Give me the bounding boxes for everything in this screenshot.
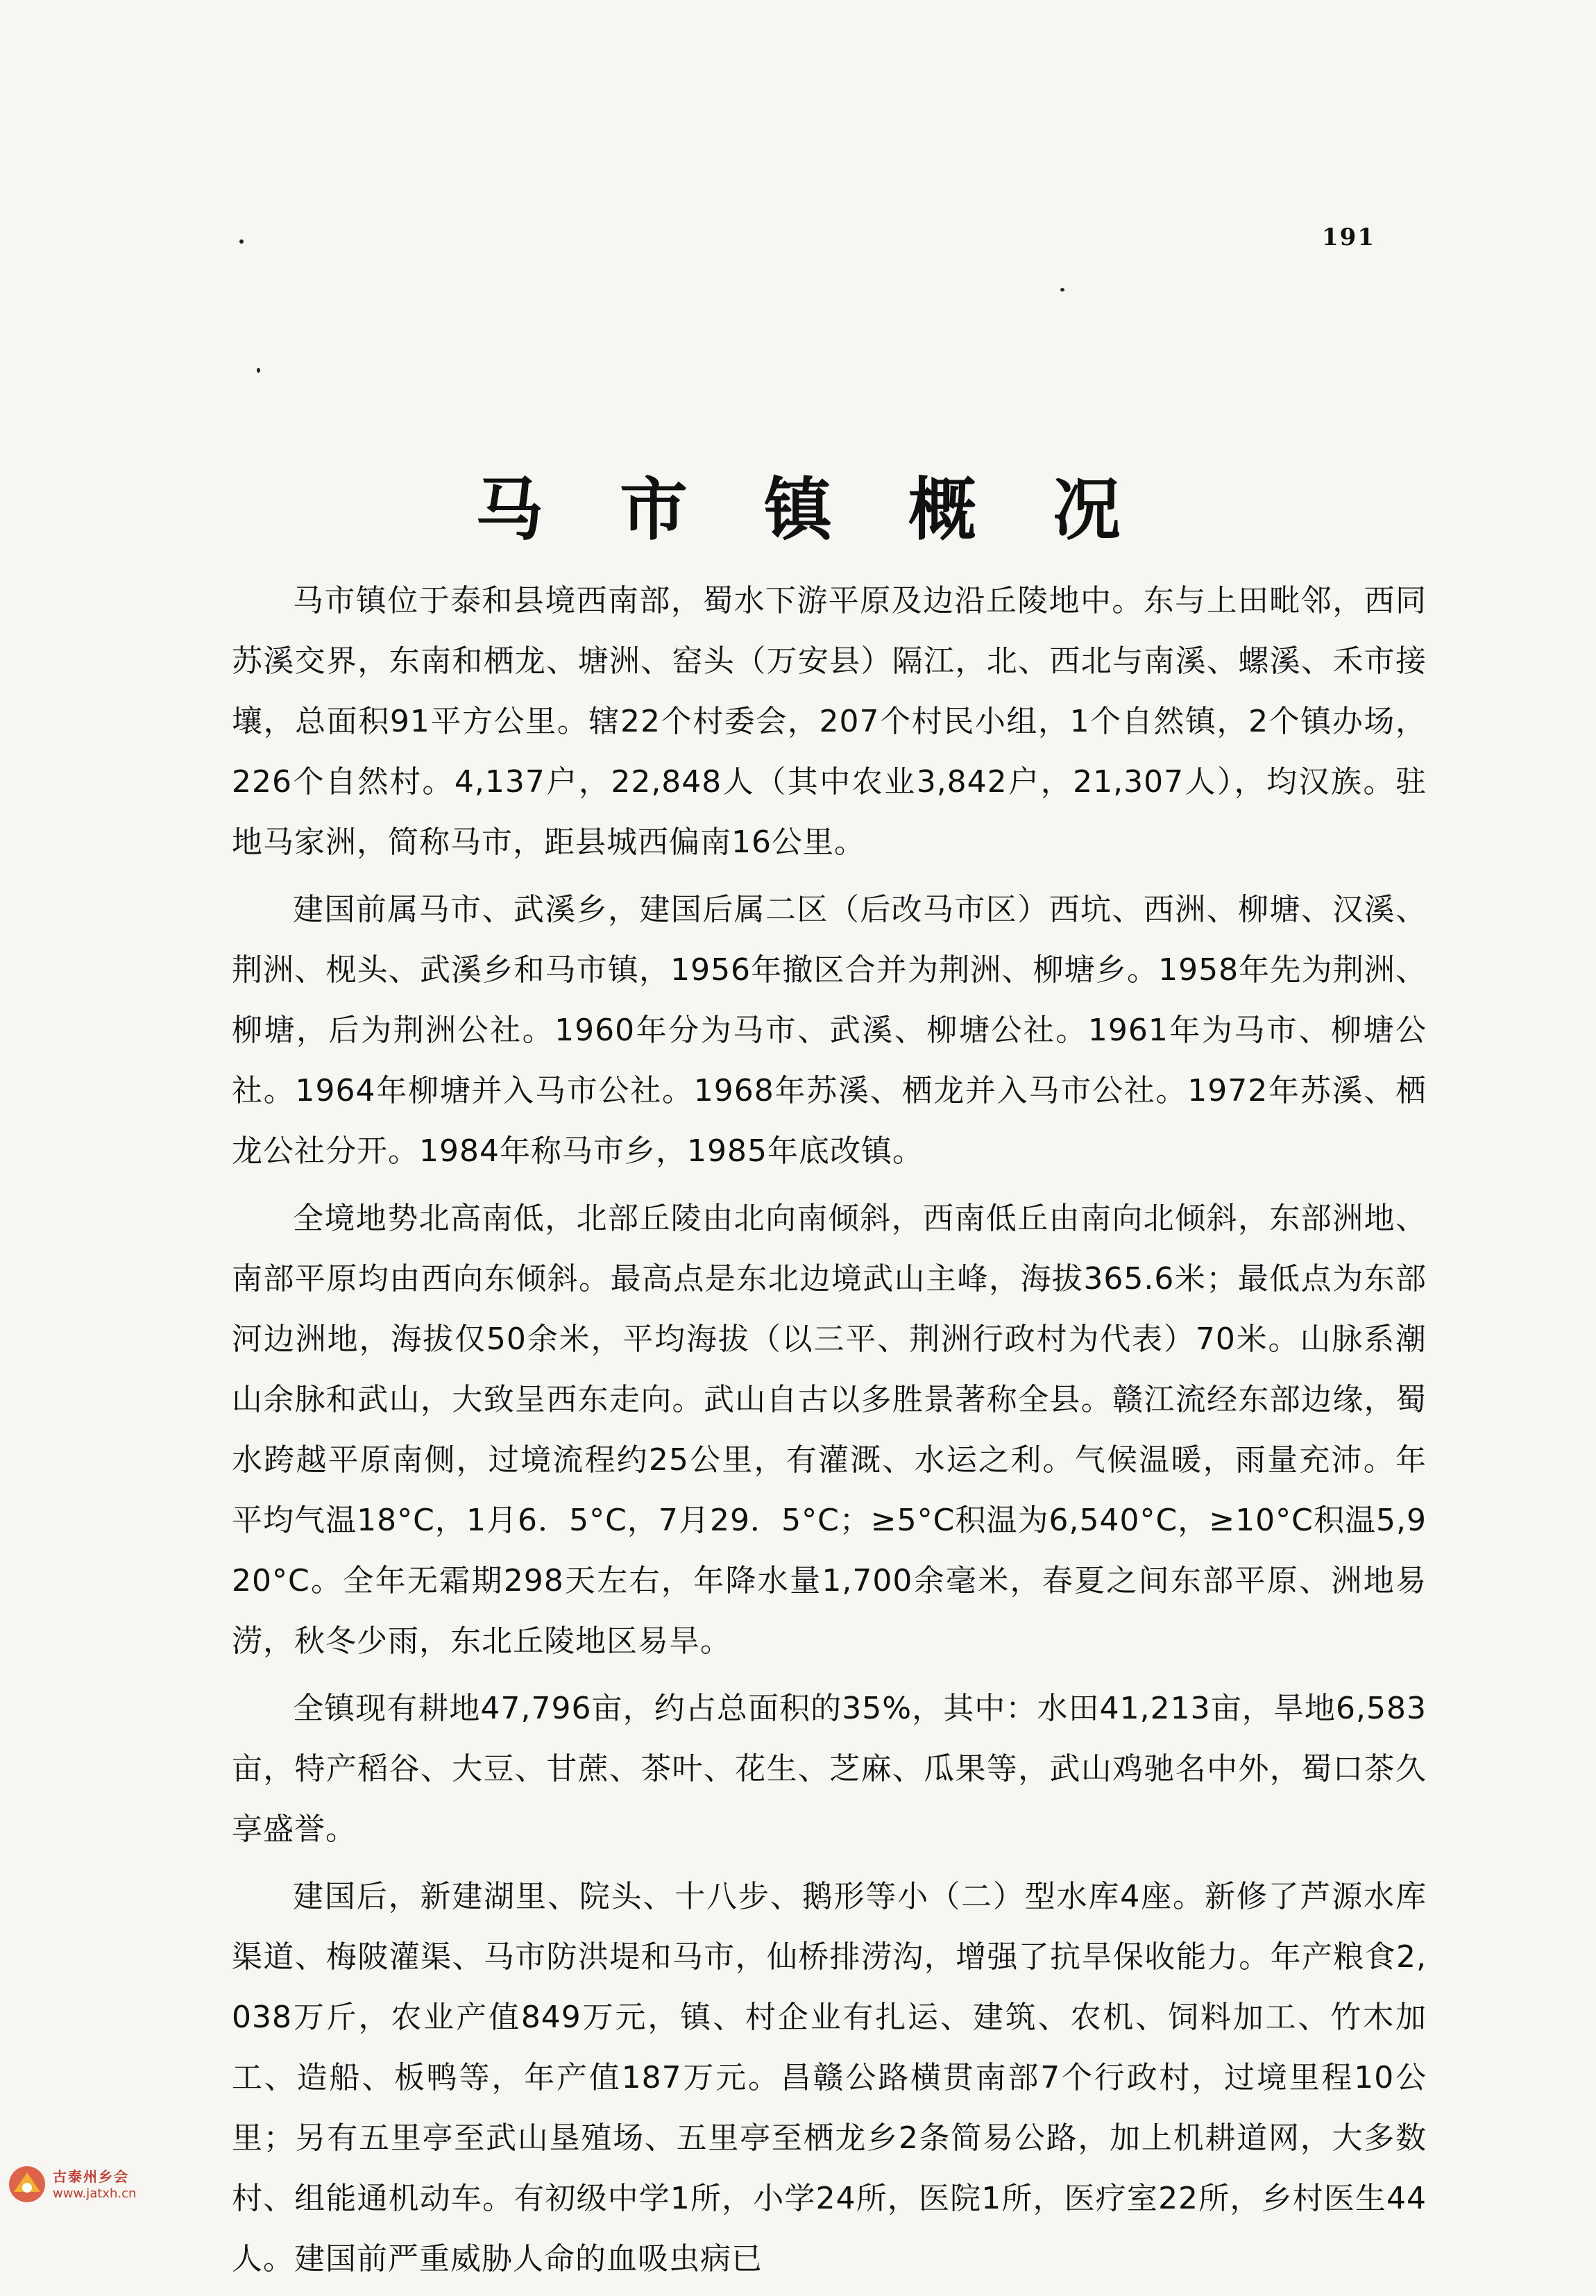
paragraph-farmland: 全镇现有耕地47,796亩，约占总面积的35%，其中：水田41,213亩，旱地6,583亩，特产稻谷、大豆、甘蔗、茶叶、花生、芝麻、瓜果等，武山鸡驰名中外，蜀口茶久享盛誉。 [232, 1691, 1427, 1847]
page-title: 马市镇概况 [475, 470, 1197, 550]
scan-speck [239, 239, 244, 244]
paragraph-history: 建国前属马市、武溪乡，建国后属二区（后改马市区）西坑、西洲、柳塘、汉溪、荆洲、枧头、武溪乡和马市镇，1956年撤区合并为荆洲、柳塘乡。1958年先为荆洲、柳塘，后为荆洲公社。1960年分为马市、武溪、柳塘公社。1961年为马市、柳塘公社。1964年柳塘并入马市公社。1968年苏溪、栖龙并入马市公社。1972年苏溪、栖龙公社分开。1984年称马市乡，1985年底改镇。 [232, 892, 1427, 1169]
paragraph-geography: 全境地势北高南低，北部丘陵由北向南倾斜，西南低丘由南向北倾斜，东部洲地、南部平原均由西向东倾斜。最高点是东北边境武山主峰，海拔365.6米；最低点为东部河边洲地，海拔仅50余米，平均海拔（以三平、荆洲行政村为代表）70米。山脉系潮山余脉和武山，大致呈西东走向。武山自古以多胜景著称全县。赣江流经东部边缘，蜀水跨越平原南侧，过境流程约25公里，有灌溉、水运之利。气候温暖，雨量充沛。年平均气温18°C，1月6．5°C，7月29．5°C；≥5°C积温为6,540°C，≥10°C积温5,920°C。全年无霜期298天左右，年降水量1,700余毫米，春夏之间东部平原、洲地易涝，秋冬少雨，东北丘陵地区易旱。 [232, 1201, 1427, 1659]
watermark-url: www.jatxh.cn [53, 2186, 137, 2201]
watermark [7, 2164, 146, 2206]
paragraph-location: 马市镇位于泰和县境西南部，蜀水下游平原及边沿丘陵地中。东与上田毗邻，西同苏溪交界，东南和栖龙、塘洲、窑头（万安县）隔江，北、西北与南溪、螺溪、禾市接壤，总面积91平方公里。辖22个村委会，207个村民小组，1个自然镇，2个镇办场，226个自然村。4,137户，22,848人（其中农业3,842户，21,307人），均汉族。驻地马家洲，简称马市，距县城西偏南16公里。 [232, 583, 1427, 860]
scan-speck [257, 368, 260, 373]
watermark-title: 古泰州乡会 [53, 2168, 129, 2185]
body-text [232, 571, 1427, 2296]
scan-speck [1060, 288, 1064, 292]
paragraph-development: 建国后，新建湖里、院头、十八步、鹅形等小（二）型水库4座。新修了芦源水库渠道、梅陂灌渠、马市防洪堤和马市，仙桥排涝沟，增强了抗旱保收能力。年产粮食2,038万斤，农业产值849万元，镇、村企业有扎运、建筑、农机、饲料加工、竹木加工、造船、板鸭等，年产值187万元。昌赣公路横贯南部7个行政村，过境里程10公里；另有五里亭至武山垦殖场、五里亭至栖龙乡2条简易公路，加上机耕道网，大多数村、组能通机动车。有初级中学1所，小学24所，医院1所，医疗室22所，乡村医生44人。建国前严重威胁人命的血吸虫病已 [232, 1879, 1427, 2277]
watermark-logo-icon [7, 2164, 47, 2204]
page-number: 191 [1322, 223, 1375, 251]
